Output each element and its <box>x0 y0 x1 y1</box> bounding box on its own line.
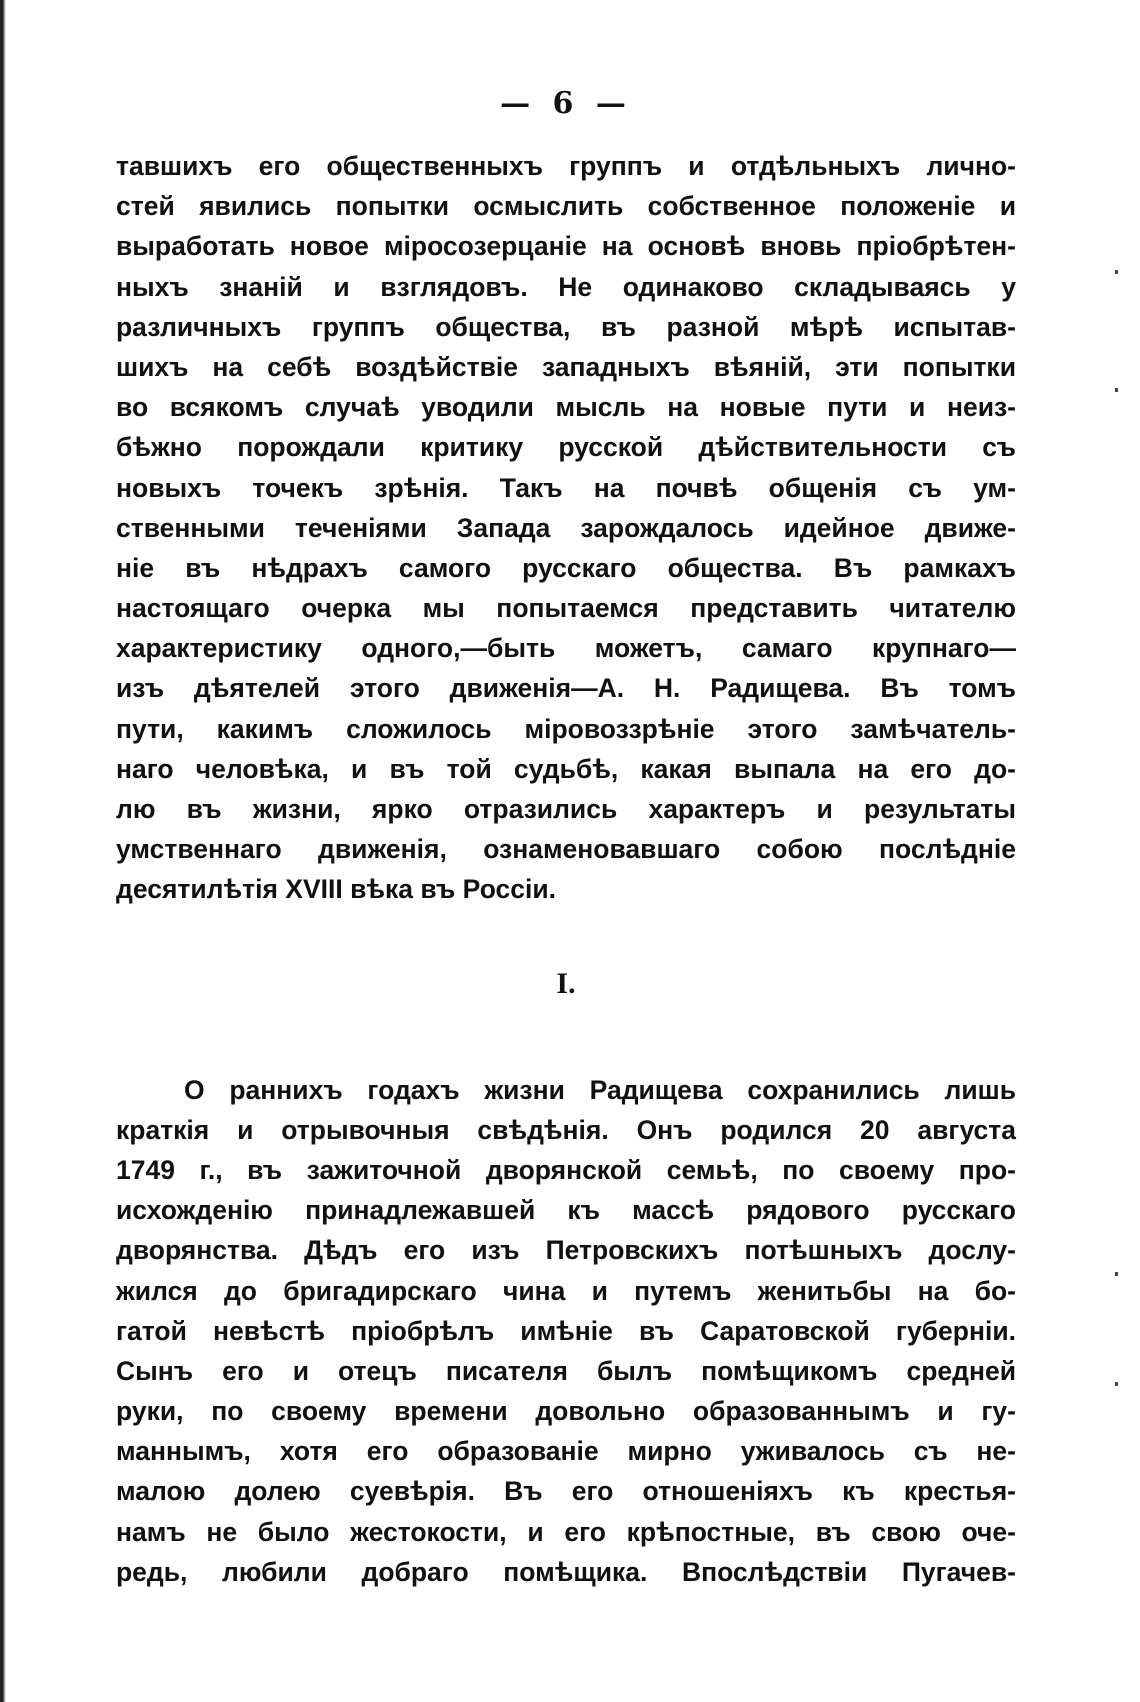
text-line: ніе въ нѣдрахъ самого русскаго общества. Въ рамкахъ <box>116 552 1016 583</box>
page-number: — 6 — <box>500 86 632 121</box>
text-line: 1749 г., въ зажиточной дворянской семьѣ, по своему про- <box>116 1154 1016 1185</box>
scan-speck <box>1115 270 1118 274</box>
text-line: выработать новое міросозерцаніе на основѣ вновь пріобрѣтен- <box>116 231 1016 262</box>
text-line: маннымъ, хотя его образованіе мирно уживалось съ не- <box>116 1436 1016 1467</box>
text-line: редь, любили добраго помѣщика. Впослѣдствіи Пугачев- <box>116 1556 1016 1587</box>
text-line: умственнаго движенія, ознаменовавшаго собою послѣдніе <box>116 834 1016 865</box>
text-line: руки, по своему времени довольно образованнымъ и гу- <box>116 1396 1016 1427</box>
text-line: тавшихъ его общественныхъ группъ и отдѣльныхъ лично- <box>116 151 1016 181</box>
scan-speck <box>1115 1382 1118 1386</box>
text-line: настоящаго очерка мы попытаемся представить читателю <box>116 593 1016 624</box>
scan-speck <box>1115 1272 1118 1276</box>
text-line: различныхъ группъ общества, въ разной мѣрѣ испытав- <box>116 311 1016 342</box>
text-line: ныхъ знаній и взглядовъ. Не одинаково складываясь у <box>116 271 1016 302</box>
text-line: лю въ жизни, ярко отразились характеръ и результаты <box>116 794 1016 824</box>
text-line: дворянства. Дѣдъ его изъ Петровскихъ потѣшныхъ дослу- <box>116 1235 1016 1266</box>
text-line: Сынъ его и отецъ писателя былъ помѣщикомъ средней <box>116 1355 1016 1386</box>
text-line: новыхъ точекъ зрѣнія. Такъ на почвѣ общенія съ ум- <box>116 472 1016 503</box>
text-line: исхожденію принадлежавшей къ массѣ рядового русскаго <box>116 1195 1016 1226</box>
text-line: бѣжно порождали критику русской дѣйствительности съ <box>116 432 1016 463</box>
text-line: стей явились попытки осмыслить собственное положеніе и <box>116 191 1016 222</box>
text-line: во всякомъ случаѣ уводили мысль на новые пути и неиз- <box>116 392 1016 423</box>
text-line: ственными теченіями Запада зарождалось идейное движе- <box>116 512 1016 543</box>
book-page <box>116 84 1016 1592</box>
paragraph-2 <box>116 1070 1016 1592</box>
text-line: характеристику одного,—быть можетъ, самаго крупнаго— <box>116 633 1016 664</box>
text-line: малою долею суевѣрія. Въ его отношеніяхъ къ крестья- <box>116 1476 1016 1507</box>
text-line: намъ не было жестокости, и его крѣпостные, въ свою оче- <box>116 1516 1016 1547</box>
scan-speck <box>1115 388 1118 392</box>
text-line: краткія и отрывочныя свѣдѣнія. Онъ родился 20 августа <box>116 1114 1016 1145</box>
section-heading: I. <box>556 966 576 1000</box>
text-line: гатой невѣстѣ пріобрѣлъ имѣніе въ Саратовской губерніи. <box>116 1315 1016 1346</box>
text-line: десятилѣтія XVIII вѣка въ Россіи. <box>116 874 557 905</box>
text-line: О раннихъ годахъ жизни Радищева сохранились лишь <box>184 1074 1016 1105</box>
paragraph-1 <box>116 146 1016 910</box>
text-line: изъ дѣятелей этого движенія—А. Н. Радищева. Въ томъ <box>116 673 1016 704</box>
text-line: пути, какимъ сложилось міровоззрѣніе этого замѣчатель- <box>116 713 1016 744</box>
text-line: жился до бригадирскаго чина и путемъ женитьбы на бо- <box>116 1275 1016 1306</box>
scan-edge <box>0 0 6 1702</box>
text-line: шихъ на себѣ воздѣйствіе западныхъ вѣяній, эти попытки <box>116 351 1016 382</box>
text-line: наго человѣка, и въ той судьбѣ, какая выпала на его до- <box>116 753 1016 784</box>
